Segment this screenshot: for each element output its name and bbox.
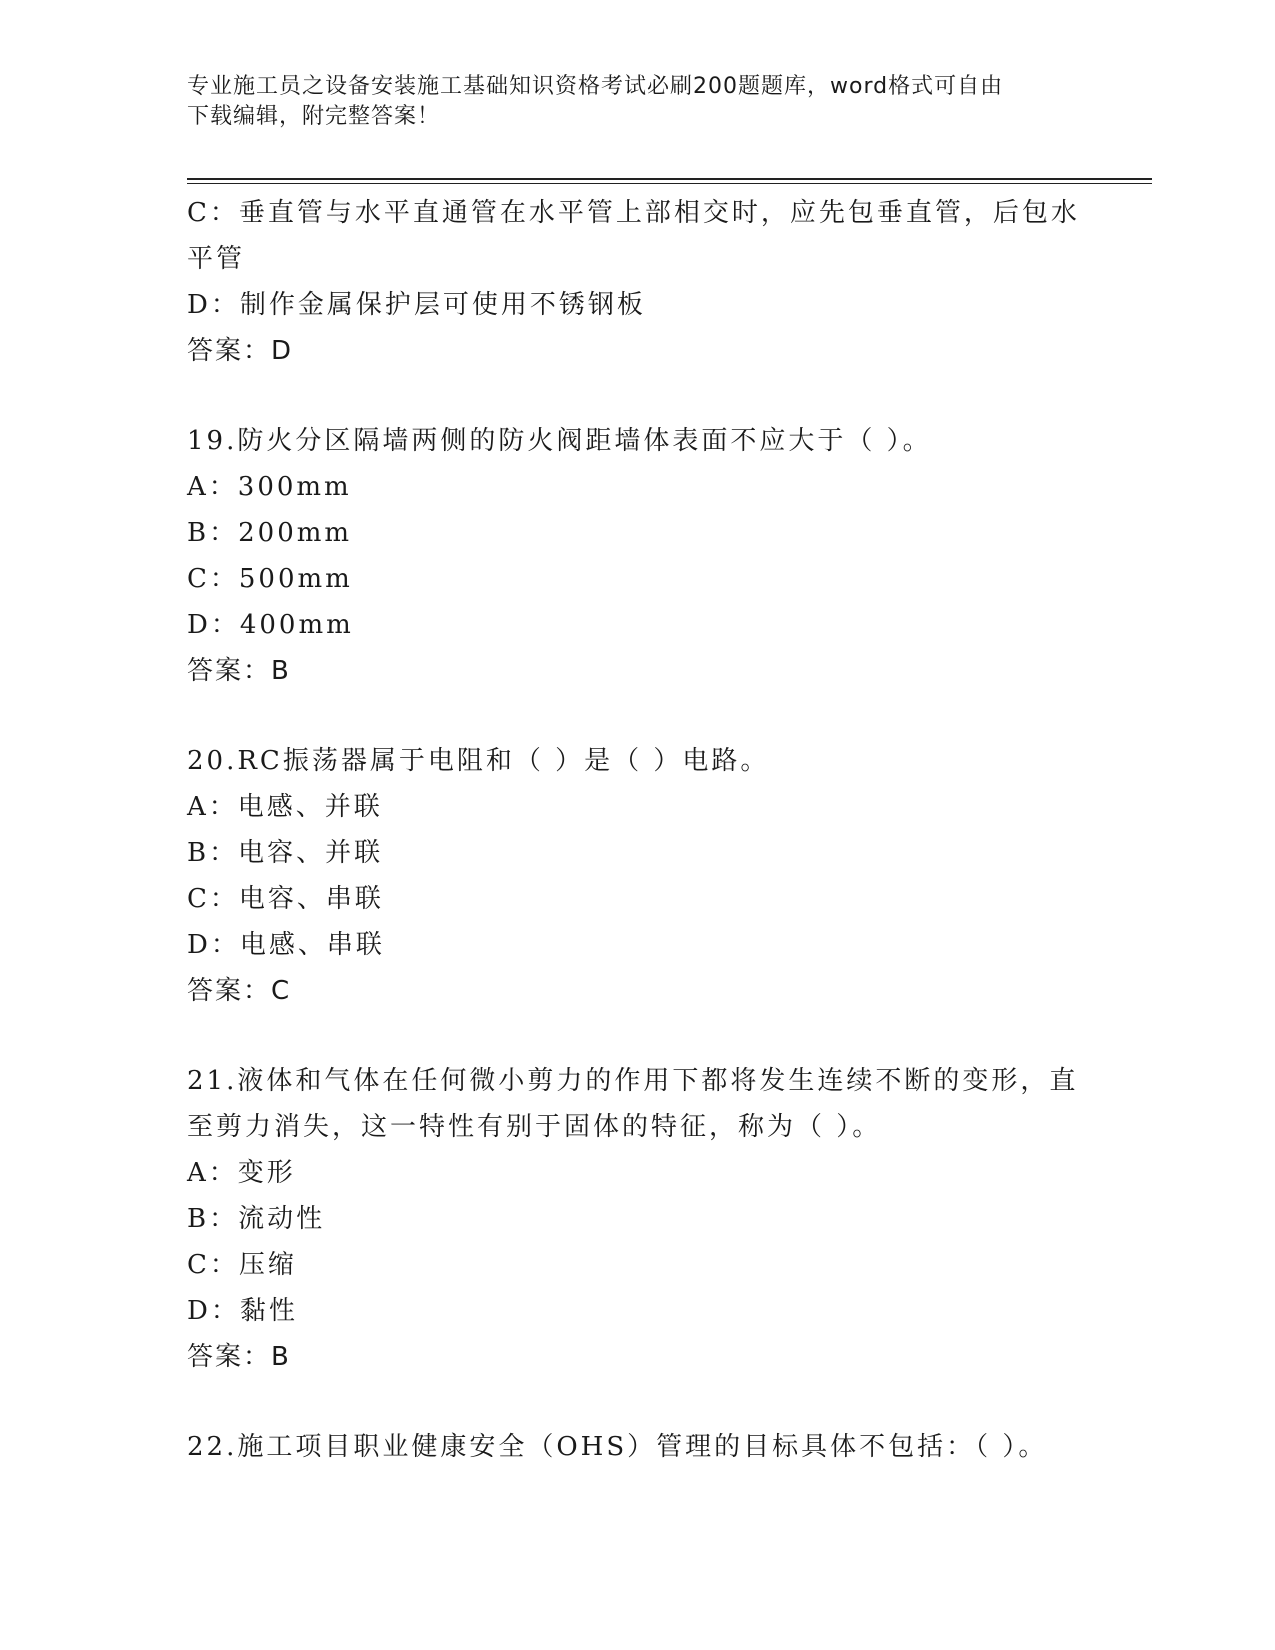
spacer bbox=[187, 1380, 1087, 1424]
answer-label: 答案：B bbox=[187, 1342, 291, 1372]
spacer bbox=[187, 1014, 1087, 1058]
question-20 bbox=[187, 738, 1087, 1014]
option-a: A：电感、并联 bbox=[187, 792, 383, 822]
option-c: C：垂直管与水平直通管在水平管上部相交时，应先包垂直管，后包水 bbox=[187, 198, 1080, 228]
question-21 bbox=[187, 1058, 1087, 1380]
question-18-continuation bbox=[187, 190, 1087, 374]
answer-label: 答案：D bbox=[187, 336, 294, 366]
question-stem: 20.RC振荡器属于电阻和（ ）是（ ）电路。 bbox=[187, 746, 770, 776]
option-a: A：300mm bbox=[187, 472, 352, 502]
option-b: B：流动性 bbox=[187, 1204, 326, 1234]
question-22 bbox=[187, 1424, 1087, 1470]
spacer bbox=[187, 694, 1087, 738]
option-c: C：电容、串联 bbox=[187, 884, 384, 914]
question-19 bbox=[187, 418, 1087, 694]
document-header bbox=[187, 72, 1087, 132]
option-d: D：黏性 bbox=[187, 1296, 298, 1326]
option-a: A：变形 bbox=[187, 1158, 296, 1188]
option-b: B：电容、并联 bbox=[187, 838, 384, 868]
option-b: B：200mm bbox=[187, 518, 353, 548]
question-stem: 19.防火分区隔墙两侧的防火阀距墙体表面不应大于（ ）。 bbox=[187, 426, 932, 456]
question-stem: 22.施工项目职业健康安全（OHS）管理的目标具体不包括：（ ）。 bbox=[187, 1432, 1048, 1462]
option-c-continued: 平管 bbox=[187, 244, 246, 274]
header-divider-thin bbox=[187, 183, 1152, 184]
header-divider-thick bbox=[187, 178, 1152, 180]
answer-label: 答案：C bbox=[187, 976, 292, 1006]
header-title-line-2: 下载编辑，附完整答案！ bbox=[187, 104, 441, 129]
question-stem: 21.液体和气体在任何微小剪力的作用下都将发生连续不断的变形，直 bbox=[187, 1066, 1079, 1096]
answer-label: 答案：B bbox=[187, 656, 291, 686]
option-c: C：500mm bbox=[187, 564, 353, 594]
option-d: D：制作金属保护层可使用不锈钢板 bbox=[187, 290, 646, 320]
option-c: C：压缩 bbox=[187, 1250, 297, 1280]
document-body bbox=[187, 190, 1087, 1470]
spacer bbox=[187, 374, 1087, 418]
header-title-line-1: 专业施工员之设备安装施工基础知识资格考试必刷200题题库，word格式可自由 bbox=[187, 74, 1004, 99]
option-d: D：400mm bbox=[187, 610, 354, 640]
option-d: D：电感、串联 bbox=[187, 930, 385, 960]
question-stem-continued: 至剪力消失，这一特性有别于固体的特征，称为（ ）。 bbox=[187, 1112, 882, 1142]
